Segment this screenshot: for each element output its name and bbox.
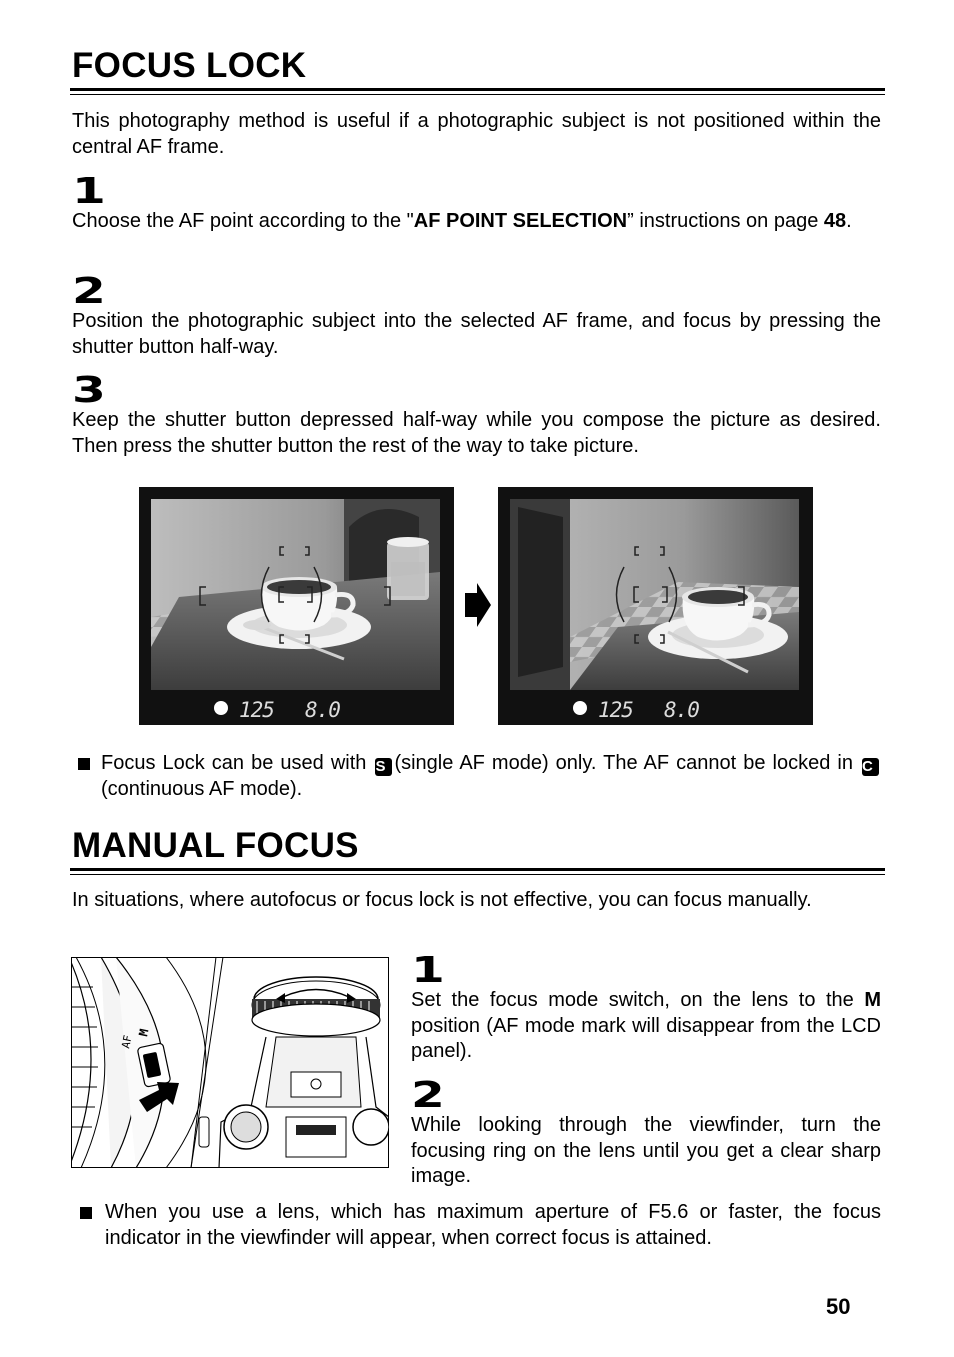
viewfinder-before [139,487,454,725]
step-number-3: 3 [72,370,106,411]
m-position-ref: M [864,989,881,1011]
manual-focus-intro: In situations, where autofocus or focus lock is not effective, you can focus manually. [72,889,812,911]
arrow-right-icon [465,583,491,627]
title-underline [70,88,885,95]
focus-lock-note: Focus Lock can be used with S (single AF mode) only. The AF cannot be locked in C (continuous AF mode). [101,751,881,802]
mf-step-number-2: 2 [411,1075,445,1116]
focus-lock-intro: This photography method is useful if a photographic subject is not positioned within the central AF frame. [72,110,881,158]
step-2-text: Position the photographic subject into the selected AF frame, and focus by pressing the shutter button half-way. [72,310,881,358]
viewfinder-illustrations [139,487,813,725]
af-switch-label: AF [119,1033,135,1050]
aperture-readout: 8.0 [305,698,340,722]
page-number: 50 [826,1294,851,1319]
m-switch-label: M [136,1027,152,1038]
continuous-af-mode-icon: C [862,758,879,776]
section-title-focus-lock: FOCUS LOCK [72,46,307,85]
mf-step-2-text: While looking through the viewfinder, turn the focusing ring on the lens until you get a clear sharp image. [411,1114,881,1187]
mf-step-1-text: Set the focus mode switch, on the lens to the M position (AF mode mark will disappear from the LCD panel). [411,989,881,1062]
bullet-square-icon [80,1207,92,1219]
bullet-square-icon [78,758,90,770]
step-3-text: Keep the shutter button depressed half-way while you compose the picture as desired. Then press the shutter button the rest of the way to take picture. [72,409,881,457]
page-ref: 48 [823,210,847,232]
aperture-readout: 8.0 [664,698,699,722]
step-number-1: 1 [72,171,106,212]
mf-step-number-1: 1 [411,950,445,991]
shutter-readout: 125 [239,698,274,722]
step-number-2: 2 [72,271,106,312]
section-title-manual-focus: MANUAL FOCUS [72,826,359,865]
step-1-text: Choose the AF point according to the "AF POINT SELECTION” instructions on page 48. [72,210,852,232]
camera-lens-illustration [71,957,389,1168]
title-underline [70,868,885,875]
shutter-readout: 125 [598,698,633,722]
manual-focus-note: When you use a lens, which has maximum aperture of F5.6 or faster, the focus indicator in the viewfinder will appear, when correct focus is attained. [105,1201,881,1249]
viewfinder-after [498,487,813,725]
af-point-selection-ref: AF POINT SELECTION [413,210,628,232]
single-af-mode-icon: S [375,758,392,776]
